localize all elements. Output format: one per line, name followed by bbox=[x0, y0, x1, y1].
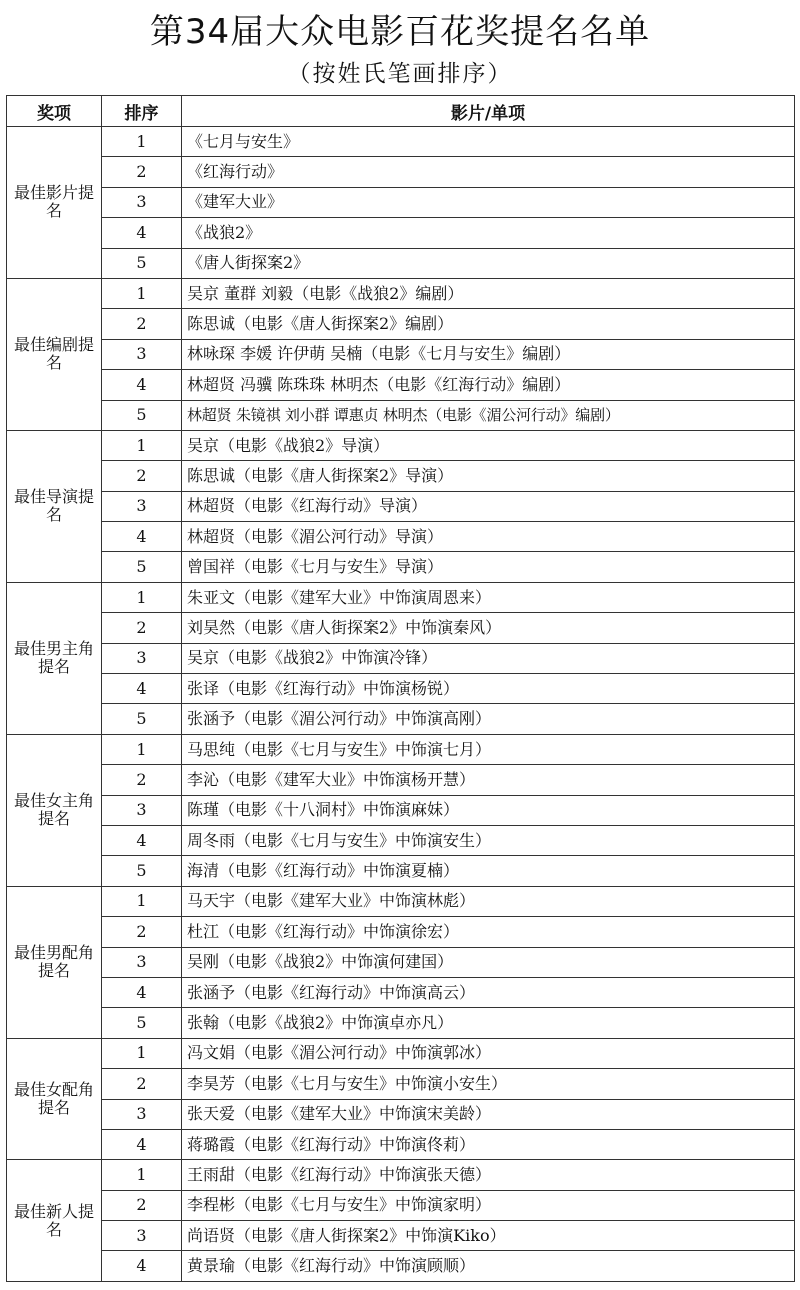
table-row bbox=[7, 522, 795, 552]
table-row bbox=[7, 370, 795, 400]
nominee-cell: 吴京 董群 刘毅（电影《战狼2》编剧） bbox=[182, 278, 795, 308]
nominee-cell: 王雨甜（电影《红海行动》中饰演张天德） bbox=[182, 1160, 795, 1190]
rank-cell: 1 bbox=[102, 278, 182, 308]
nominee-cell: 冯文娟（电影《湄公河行动》中饰演郭冰） bbox=[182, 1038, 795, 1068]
nominee-cell: 《七月与安生》 bbox=[182, 127, 795, 157]
nominee-cell: 张天爱（电影《建军大业》中饰演宋美龄） bbox=[182, 1099, 795, 1129]
rank-cell: 3 bbox=[102, 795, 182, 825]
rank-cell: 5 bbox=[102, 704, 182, 734]
rank-cell: 2 bbox=[102, 1069, 182, 1099]
table-row bbox=[7, 430, 795, 460]
rank-cell: 4 bbox=[102, 522, 182, 552]
table-row bbox=[7, 1129, 795, 1159]
table-row bbox=[7, 552, 795, 582]
rank-cell: 3 bbox=[102, 339, 182, 369]
table-row bbox=[7, 127, 795, 157]
table-row bbox=[7, 461, 795, 491]
header-item: 影片/单项 bbox=[182, 96, 795, 127]
rank-cell: 5 bbox=[102, 248, 182, 278]
nominee-cell: 张涵予（电影《湄公河行动》中饰演高刚） bbox=[182, 704, 795, 734]
rank-cell: 4 bbox=[102, 218, 182, 248]
nominee-cell: 陈瑾（电影《十八洞村》中饰演麻妹） bbox=[182, 795, 795, 825]
page-subtitle: （按姓氏笔画排序） bbox=[287, 61, 513, 87]
award-category: 最佳女主角提名 bbox=[7, 734, 102, 886]
table-row bbox=[7, 491, 795, 521]
table-row bbox=[7, 218, 795, 248]
rank-cell: 4 bbox=[102, 674, 182, 704]
nominee-cell: 林超贤 朱镜祺 刘小群 谭惠贞 林明杰（电影《湄公河行动》编剧） bbox=[182, 400, 795, 430]
table-row bbox=[7, 674, 795, 704]
award-category: 最佳导演提名 bbox=[7, 430, 102, 582]
rank-cell: 4 bbox=[102, 1251, 182, 1281]
table-row bbox=[7, 613, 795, 643]
table-row bbox=[7, 1221, 795, 1251]
award-category: 最佳新人提名 bbox=[7, 1160, 102, 1282]
nominee-cell: 吴刚（电影《战狼2》中饰演何建国） bbox=[182, 947, 795, 977]
nominee-cell: 陈思诚（电影《唐人街探案2》编剧） bbox=[182, 309, 795, 339]
table-row bbox=[7, 947, 795, 977]
nominee-cell: 马天宇（电影《建军大业》中饰演林彪） bbox=[182, 886, 795, 916]
nominee-cell: 李沁（电影《建军大业》中饰演杨开慧） bbox=[182, 765, 795, 795]
rank-cell: 4 bbox=[102, 825, 182, 855]
rank-cell: 5 bbox=[102, 1008, 182, 1038]
table-row bbox=[7, 977, 795, 1007]
table-row bbox=[7, 339, 795, 369]
table-row bbox=[7, 734, 795, 764]
nominee-cell: 周冬雨（电影《七月与安生》中饰演安生） bbox=[182, 825, 795, 855]
rank-cell: 3 bbox=[102, 1099, 182, 1129]
table-row bbox=[7, 856, 795, 886]
table-row bbox=[7, 187, 795, 217]
nominee-cell: 吴京（电影《战狼2》导演） bbox=[182, 430, 795, 460]
table-row bbox=[7, 1069, 795, 1099]
rank-cell: 1 bbox=[102, 582, 182, 612]
nominee-cell: 李昊芳（电影《七月与安生》中饰演小安生） bbox=[182, 1069, 795, 1099]
rank-cell: 5 bbox=[102, 552, 182, 582]
page-title: 第34届大众电影百花奖提名名单 bbox=[149, 12, 651, 52]
rank-cell: 2 bbox=[102, 1190, 182, 1220]
rank-cell: 2 bbox=[102, 917, 182, 947]
table-row bbox=[7, 278, 795, 308]
nominee-cell: 《红海行动》 bbox=[182, 157, 795, 187]
nominee-cell: 《战狼2》 bbox=[182, 218, 795, 248]
nominee-cell: 曾国祥（电影《七月与安生》导演） bbox=[182, 552, 795, 582]
nominee-cell: 林超贤 冯骥 陈珠珠 林明杰（电影《红海行动》编剧） bbox=[182, 370, 795, 400]
table-row bbox=[7, 825, 795, 855]
nominee-cell: 蒋璐霞（电影《红海行动》中饰演佟莉） bbox=[182, 1129, 795, 1159]
rank-cell: 3 bbox=[102, 491, 182, 521]
table-row bbox=[7, 1160, 795, 1190]
rank-cell: 4 bbox=[102, 977, 182, 1007]
table-row bbox=[7, 917, 795, 947]
rank-cell: 1 bbox=[102, 127, 182, 157]
award-category: 最佳男配角提名 bbox=[7, 886, 102, 1038]
header-award: 奖项 bbox=[7, 96, 102, 127]
table-row bbox=[7, 1008, 795, 1038]
table-header-row bbox=[7, 96, 795, 127]
table-row bbox=[7, 765, 795, 795]
table-row bbox=[7, 309, 795, 339]
award-category: 最佳女配角提名 bbox=[7, 1038, 102, 1160]
rank-cell: 1 bbox=[102, 1038, 182, 1068]
nominee-cell: 陈思诚（电影《唐人街探案2》导演） bbox=[182, 461, 795, 491]
nominee-cell: 《建军大业》 bbox=[182, 187, 795, 217]
nominee-cell: 刘昊然（电影《唐人街探案2》中饰演秦风） bbox=[182, 613, 795, 643]
rank-cell: 2 bbox=[102, 157, 182, 187]
table-row bbox=[7, 886, 795, 916]
table-row bbox=[7, 157, 795, 187]
nominee-cell: 海清（电影《红海行动》中饰演夏楠） bbox=[182, 856, 795, 886]
nominee-cell: 林咏琛 李媛 许伊萌 吴楠（电影《七月与安生》编剧） bbox=[182, 339, 795, 369]
rank-cell: 1 bbox=[102, 1160, 182, 1190]
table-row bbox=[7, 704, 795, 734]
award-category: 最佳影片提名 bbox=[7, 127, 102, 279]
nominee-cell: 李程彬（电影《七月与安生》中饰演家明） bbox=[182, 1190, 795, 1220]
nominee-cell: 张翰（电影《战狼2》中饰演卓亦凡） bbox=[182, 1008, 795, 1038]
nominee-cell: 朱亚文（电影《建军大业》中饰演周恩来） bbox=[182, 582, 795, 612]
rank-cell: 1 bbox=[102, 734, 182, 764]
rank-cell: 2 bbox=[102, 765, 182, 795]
rank-cell: 3 bbox=[102, 1221, 182, 1251]
table-row bbox=[7, 643, 795, 673]
nominee-cell: 林超贤（电影《湄公河行动》导演） bbox=[182, 522, 795, 552]
rank-cell: 5 bbox=[102, 400, 182, 430]
rank-cell: 2 bbox=[102, 309, 182, 339]
nominee-cell: 黄景瑜（电影《红海行动》中饰演顾顺） bbox=[182, 1251, 795, 1281]
table-row bbox=[7, 400, 795, 430]
table-row bbox=[7, 795, 795, 825]
nominee-cell: 林超贤（电影《红海行动》导演） bbox=[182, 491, 795, 521]
rank-cell: 3 bbox=[102, 947, 182, 977]
nominee-cell: 张涵予（电影《红海行动》中饰演高云） bbox=[182, 977, 795, 1007]
rank-cell: 2 bbox=[102, 613, 182, 643]
nominee-cell: 马思纯（电影《七月与安生》中饰演七月） bbox=[182, 734, 795, 764]
rank-cell: 1 bbox=[102, 886, 182, 916]
table-row bbox=[7, 582, 795, 612]
table-row bbox=[7, 1038, 795, 1068]
table-body bbox=[7, 127, 795, 1282]
rank-cell: 3 bbox=[102, 643, 182, 673]
rank-cell: 2 bbox=[102, 461, 182, 491]
rank-cell: 5 bbox=[102, 856, 182, 886]
nominee-cell: 杜江（电影《红海行动》中饰演徐宏） bbox=[182, 917, 795, 947]
nomination-table bbox=[6, 95, 795, 1282]
table-row bbox=[7, 1099, 795, 1129]
award-category: 最佳编剧提名 bbox=[7, 278, 102, 430]
nominee-cell: 尚语贤（电影《唐人街探案2》中饰演Kiko） bbox=[182, 1221, 795, 1251]
rank-cell: 4 bbox=[102, 1129, 182, 1159]
nominee-cell: 《唐人街探案2》 bbox=[182, 248, 795, 278]
table-row bbox=[7, 1251, 795, 1281]
rank-cell: 1 bbox=[102, 430, 182, 460]
nominee-cell: 张译（电影《红海行动》中饰演杨锐） bbox=[182, 674, 795, 704]
rank-cell: 3 bbox=[102, 187, 182, 217]
award-category: 最佳男主角提名 bbox=[7, 582, 102, 734]
nominee-cell: 吴京（电影《战狼2》中饰演冷锋） bbox=[182, 643, 795, 673]
rank-cell: 4 bbox=[102, 370, 182, 400]
header-rank: 排序 bbox=[102, 96, 182, 127]
table-row bbox=[7, 248, 795, 278]
table-row bbox=[7, 1190, 795, 1220]
